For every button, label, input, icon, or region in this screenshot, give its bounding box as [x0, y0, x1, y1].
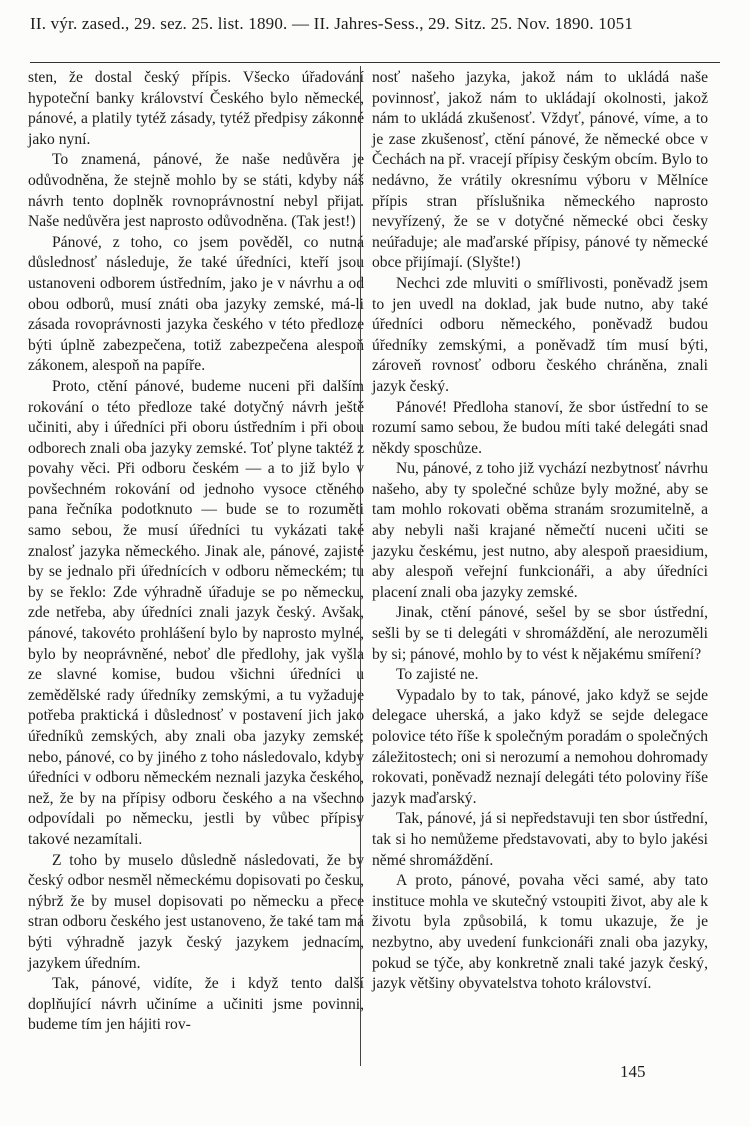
paragraph: Z toho by muselo důsledně následovati, že by český odbor nesměl německému dopisovati po česku, nýbrž že by musel dopisovati po německu a přece stran odboru českého jest ustanoveno, že také tam má býti výhradně jazyk český jazykem jednacím, jazykem úředním.: [28, 851, 364, 972]
paragraph: sten, že dostal český přípis. Všecko úřadování hypoteční banky království Českého bylo německé, pánové, a platily tytéž zásady, tytéž předpisy zákonné jako nyní.: [28, 69, 364, 148]
paragraph: Pánové, z toho, co jsem pověděl, co nutná důslednosť následuje, že také úředníci, kteří jsou ustanoveni odborem ústředním, jako je v návrhu a od obou odborů, musí znáti oba jazyky zemské, má-li zásada rovoprávnosti jazyka českého v této předloze býti úplně zabezpečena, totiž zabezpečena alespoň zákonem, alespoň na papíře.: [28, 233, 364, 375]
paragraph: Vypadalo by to tak, pánové, jako když se sejde delegace uherská, a jako když se sejde delegace polovice této říše k společným poradám o společných záležitostech; oni si nerozumí a nemohou dohromady rokovati, poněvadž neznají delegáti této poloviny říše jazyk maďarský.: [372, 686, 708, 807]
header-rule: [30, 62, 720, 63]
paragraph: nosť našeho jazyka, jakož nám to ukládá naše povinnosť, jakož nám to ukládají okolnosti, jakož nám to ukládá zkušenosť. Vždyť, pánové, víme, a to je zase zkušenosť, ctění pánové, že německé obce v Čechách na př. vracejí přípisy českým obcím. Bylo to nedávno, že vrátily okresnímu výboru v Mělníce přípis stran příslušnika německého naprosto nevyřízený, že se v dotyčné německé obci česky neúřaduje; ale maďarské přípisy, pánové ty německé obce přijímají. (Slyšte!): [372, 69, 708, 272]
page-header: II. výr. zased., 29. sez. 25. list. 1890. — II. Jahres-Sess., 29. Sitz. 25. Nov. 1890. 1051: [30, 14, 634, 33]
paragraph: Nu, pánové, z toho již vychází nezbytnosť návrhu našeho, aby ty společné schůze byly možné, aby se tam mohlo rokovati oběma stranám srozumitelně, a aby nebyli naši krajané němečtí nuceni učiti se jazyku českému, jest nutno, aby alespoň praesidium, aby alespoň veřejní funkcionáři, a aby úředníci placení znali oba jazyky zemské.: [372, 460, 708, 601]
paragraph: Tak, pánové, vidíte, že i když tento další doplňující návrh učiníme a učiniti jsme povinni, budeme tím jen hájiti rov-: [28, 975, 364, 1034]
right-column: [372, 68, 708, 995]
column-divider: [360, 66, 361, 1066]
paragraph: A proto, pánové, povaha věci samé, aby tato instituce mohla ve skutečný vstoupiti život, aby ale k životu byla způsobilá, k tomu ukazuje, že je nezbytno, aby uvedení funkcionáři znali oba jazyky, pokud se týče, aby konkretně znali také jazyk český, jazyk většiny obyvatelstva tohoto království.: [372, 872, 708, 993]
paragraph: Proto, ctění pánové, budeme nuceni při dalším rokování o této předloze také dotyčný návrh ještě učiniti, aby i úředníci při oboru ústředním i při obou odborech znali oba jazyky zemské. Toť plyne taktéž z povahy věci. Při odboru českém — a to již bylo v povšechném rokování od jednoho vysoce ctěného pana řečníka podotknuto — bude se to rozuměti samo sebou, že musí úředníci tu vykázati také znalosť jazyka německého. Jinak ale, pánové, zajisté by se jednalo při úřednících v odboru německém; tu by se řeklo: Zde výhradně úřaduje se po německu, zde netřeba, aby úředníci znali jazyk český. Avšak, pánové, takovéto prohlášení bylo by naprosto mylné, bylo by neoprávněné, neboť dle předlohy, jak vyšla ze slavné komise, budou všichni úředníci u zemědělské rady úředníky zemskými, a tu vyžaduje potřeba praktická i důslednosť v postavení jich jako úředníků zemských, aby znali oba jazyky zemské; nebo, pánové, co by jiného z toho následovalo, kdyby úředníci v odboru německém neznali jazyka českého, než, že by na přípisy odboru českého a na všechno odpovídali po německu, jestli by vůbec přípisy takové nezamítali.: [28, 377, 364, 848]
paragraph: Tak, pánové, já si nepředstavuji ten sbor ústřední, tak si ho nemůžeme představovati, aby to bylo jakési němé shromáždění.: [372, 810, 708, 869]
paragraph: Jinak, ctění pánové, sešel by se sbor ústřední, sešli by se ti delegáti v shromáždění, ale nerozuměli by si; pánové, mohlo by to vést k nějakému smíření?: [372, 604, 708, 663]
left-column: [28, 68, 364, 1036]
paragraph: Pánové! Předloha stanoví, že sbor ústřední to se rozumí samo sebou, že budou míti také delegáti snad někdy sposchůze.: [372, 398, 708, 457]
page-number: 145: [620, 1062, 646, 1081]
paragraph: To znamená, pánové, že naše nedůvěra je odůvodněna, že stejně mohlo by se státi, kdyby náš návrh tento doplněk rovnoprávnostní nebyl přijat. Naše nedůvěra jest naprosto odůvodněna. (Tak jest!): [28, 151, 364, 231]
paragraph: To zajisté ne.: [396, 666, 479, 684]
paragraph: Nechci zde mluviti o smířlivosti, poněvadž jsem to jen uvedl na doklad, jak bude nutno, aby také úředníci odboru německého, poněvadž budou úředníky zemskými, a poněvadž tím musí býti, zároveň rovnosť odboru českého chráněna, znali jazyk český.: [372, 274, 708, 395]
